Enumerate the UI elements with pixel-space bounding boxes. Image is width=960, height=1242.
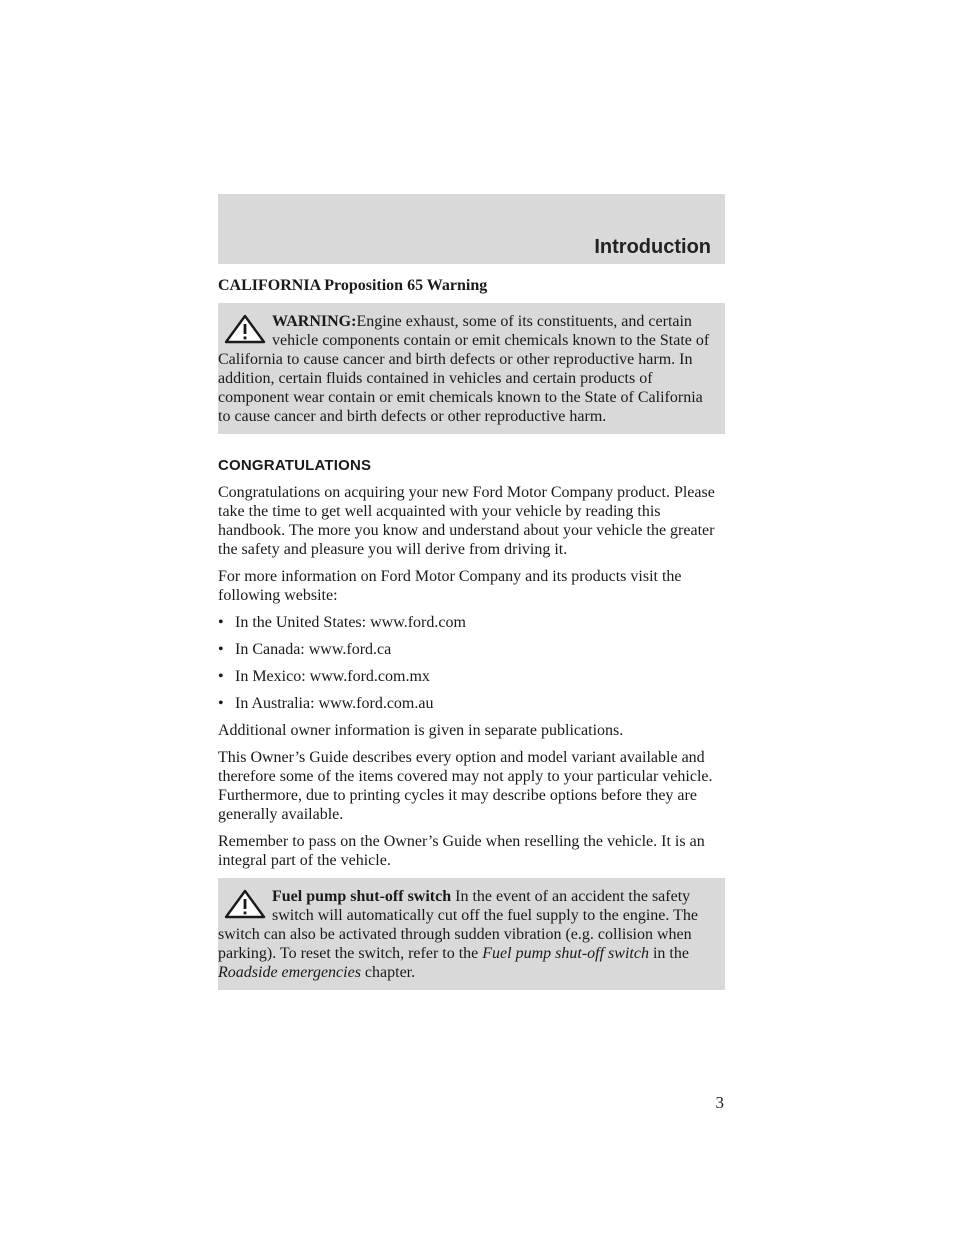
- section-title: Introduction: [594, 236, 711, 258]
- website-us: In the United States: www.ford.com: [235, 614, 466, 631]
- fuel-pump-ref-chapter: Roadside emergencies: [218, 964, 361, 981]
- resell-paragraph: Remember to pass on the Owner’s Guide when reselling the vehicle. It is an integral part of the vehicle.: [218, 833, 705, 869]
- warning-body: Engine exhaust, some of its constituents, and certain vehicle components contain or emit chemicals known to the State of California to cause cancer and birth defects or other reproductive harm. In addition, certain fluids contained in vehicles and certain products of component wear contain or emit chemicals known to the State of California to cause cancer and birth defects or other reproductive harm.: [218, 313, 710, 425]
- fuel-pump-ref-topic: Fuel pump shut-off switch: [482, 945, 649, 962]
- website-list-item: [218, 613, 725, 632]
- congratulations-heading: CONGRATULATIONS: [218, 457, 372, 474]
- fuel-pump-label: Fuel pump shut-off switch: [272, 888, 452, 905]
- page-number: 3: [715, 1093, 724, 1112]
- warning-triangle-icon: [224, 314, 266, 344]
- bullet-icon: •: [218, 695, 224, 712]
- ca-warning-box: [218, 303, 725, 434]
- warning-triangle-icon: [224, 889, 266, 919]
- bullet-icon: •: [218, 641, 224, 658]
- bullet-icon: •: [218, 614, 224, 631]
- website-list-item: [218, 667, 725, 686]
- warning-label: WARNING:: [272, 313, 357, 330]
- ca-warning-text: [218, 312, 717, 426]
- owners-guide-paragraph: This Owner’s Guide describes every option and model variant available and therefore some of the items covered may not apply to your particular vehicle. Furthermore, due to printing cycles it may describe options before they are generally available.: [218, 749, 713, 823]
- fuel-pump-warning-box: [218, 878, 725, 990]
- fuel-pump-body: In the event of an accident the safety switch will automatically cut off the fuel supply to the engine. The switch can also be activated through sudden vibration (e.g. collision when parking). To reset the switch, refer to the: [218, 888, 698, 962]
- bullet-icon: •: [218, 668, 224, 685]
- section-header-band: [218, 194, 725, 264]
- page-content: [218, 276, 725, 990]
- website-mexico: In Mexico: www.ford.com.mx: [235, 668, 430, 685]
- website-australia: In Australia: www.ford.com.au: [235, 695, 434, 712]
- website-intro-paragraph: For more information on Ford Motor Company and its products visit the following website:: [218, 568, 682, 604]
- website-list-item: [218, 640, 725, 659]
- congratulations-paragraph: Congratulations on acquiring your new Ford Motor Company product. Please take the time to get well acquainted with your vehicle by reading this handbook. The more you know and understand about your vehicle the greater the safety and pleasure you will derive from driving it.: [218, 484, 715, 558]
- ca-warning-heading: CALIFORNIA Proposition 65 Warning: [218, 277, 488, 294]
- website-canada: In Canada: www.ford.ca: [235, 641, 392, 658]
- website-list-item: [218, 694, 725, 713]
- fuel-pump-ref-end: chapter.: [364, 964, 416, 981]
- additional-info-paragraph: Additional owner information is given in separate publications.: [218, 722, 624, 739]
- fuel-pump-ref-mid: in the: [652, 945, 689, 962]
- fuel-pump-warning-text: [218, 887, 717, 982]
